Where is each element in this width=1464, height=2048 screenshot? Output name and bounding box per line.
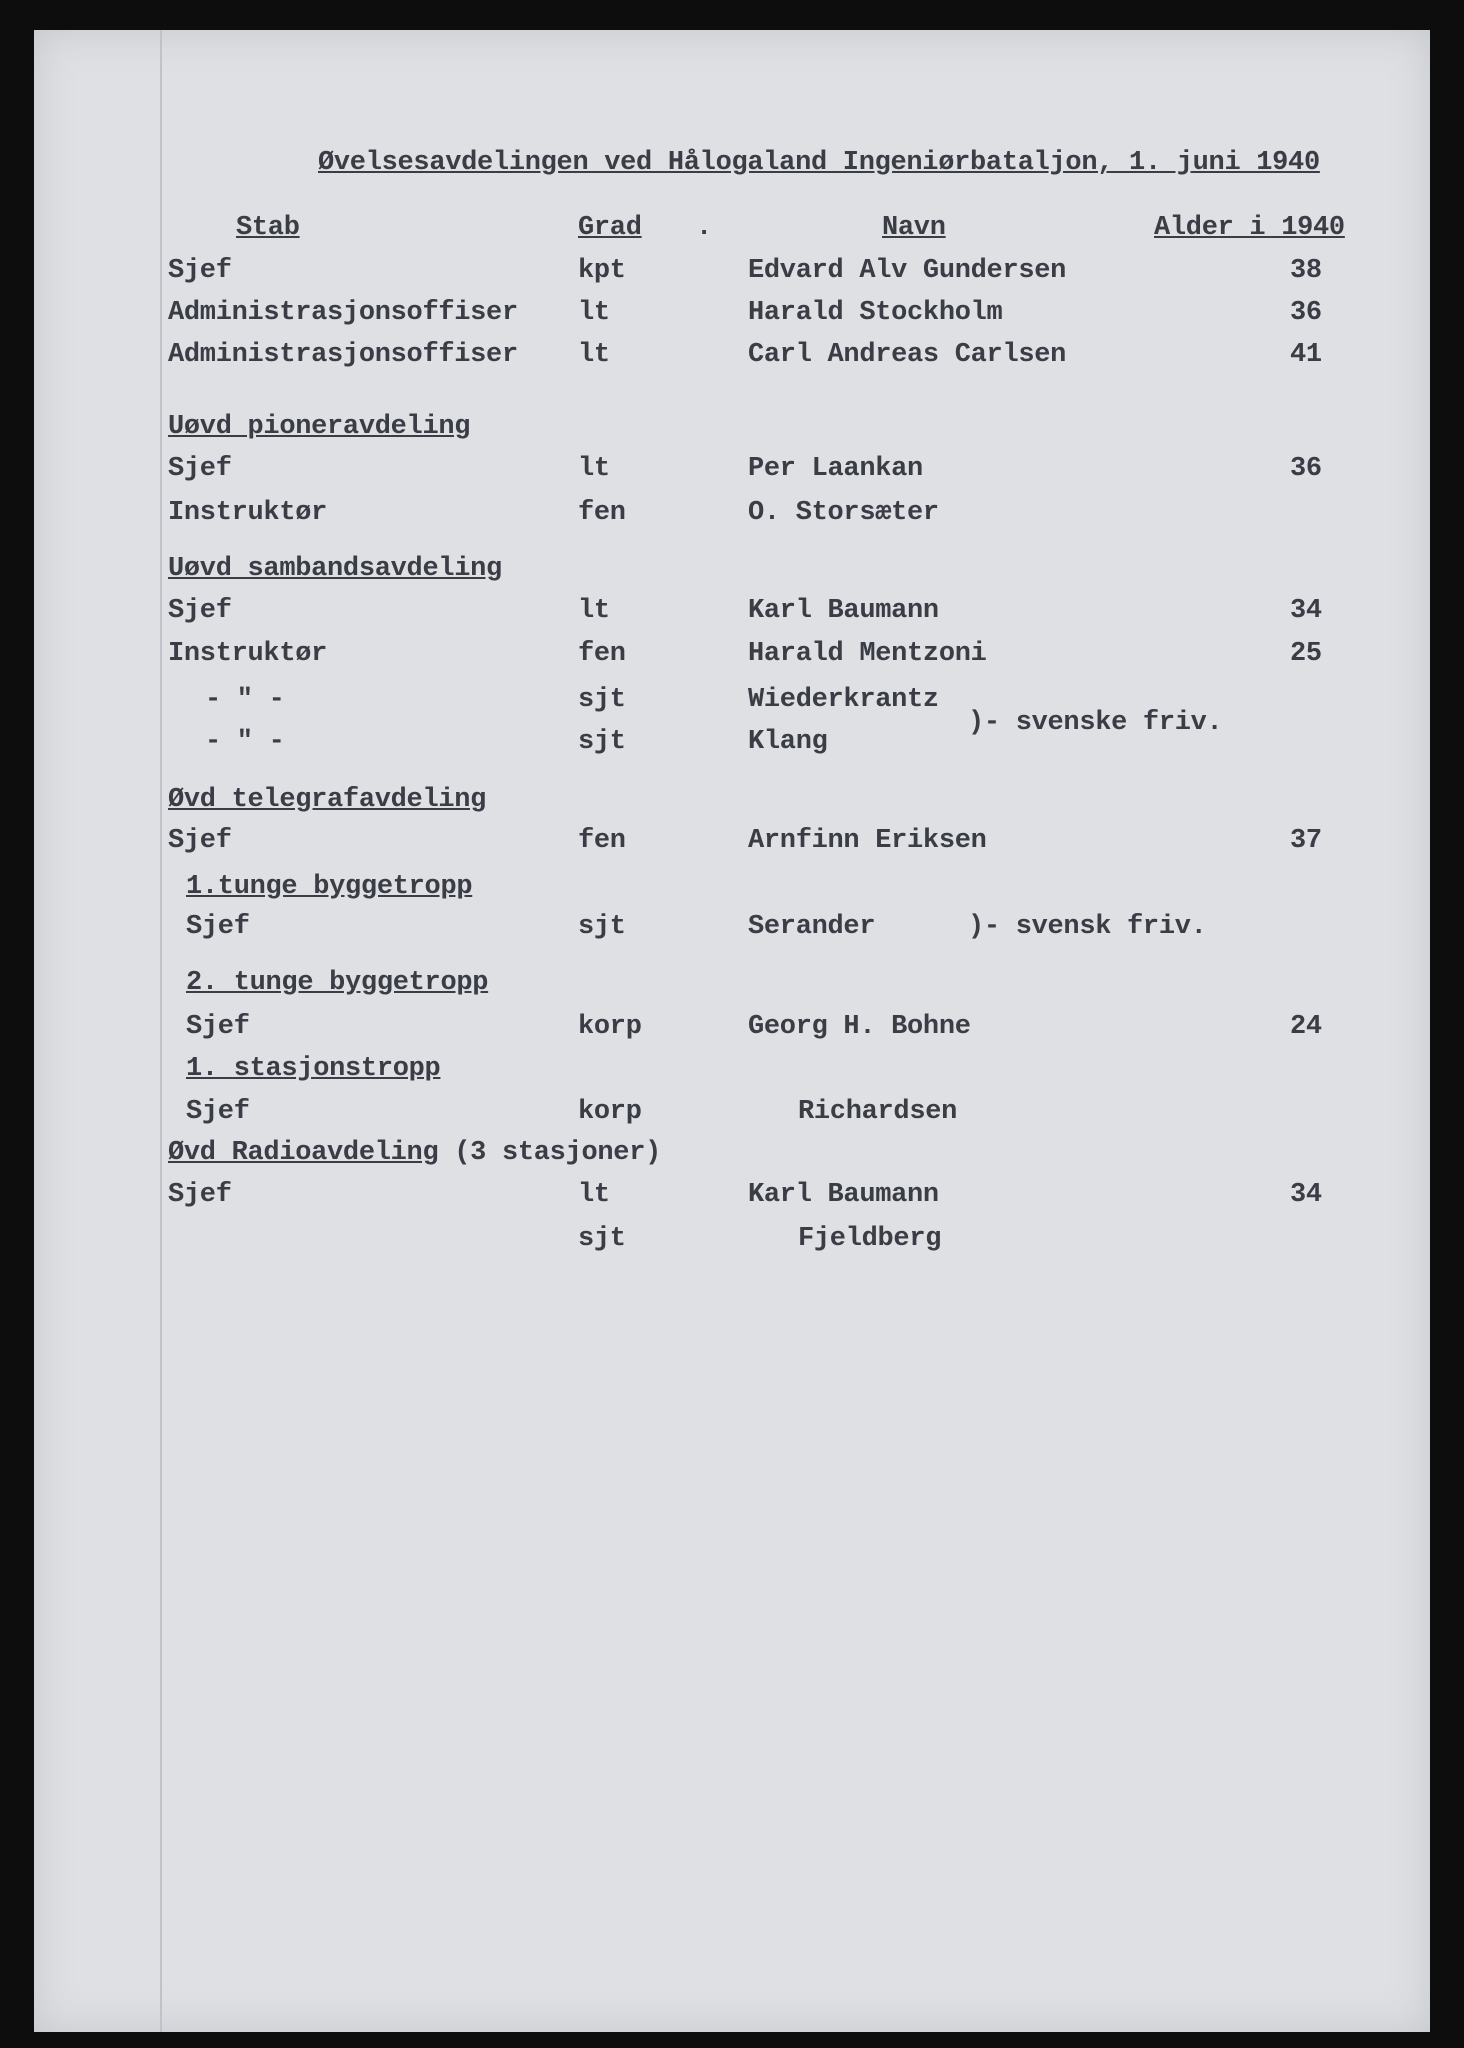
role: Sjef xyxy=(168,1180,232,1210)
section-heading-pioner: Uøvd pioneravdeling xyxy=(168,412,471,442)
age: 34 xyxy=(1290,596,1322,626)
age: 38 xyxy=(1290,256,1322,286)
grade: lt xyxy=(578,340,610,370)
subsection-heading-tropp1: 1.tunge byggetropp xyxy=(186,872,473,902)
role: Sjef xyxy=(168,454,232,484)
section-heading-telegraf: Øvd telegrafavdeling xyxy=(168,785,487,815)
age: 36 xyxy=(1290,454,1322,484)
radio-heading-text: Øvd Radioavdeling xyxy=(168,1138,439,1168)
name: Klang xyxy=(748,727,828,757)
name: Georg H. Bohne xyxy=(748,1012,971,1042)
subsection-heading-tropp2: 2. tunge byggetropp xyxy=(186,968,489,998)
name: Fjeldberg xyxy=(798,1224,942,1254)
grade: sjt xyxy=(578,727,626,757)
grade: lt xyxy=(578,596,610,626)
age: 41 xyxy=(1290,340,1322,370)
role: Sjef xyxy=(168,596,232,626)
name: Karl Baumann xyxy=(748,1180,939,1210)
grade: lt xyxy=(578,1180,610,1210)
name: Edvard Alv Gundersen xyxy=(748,256,1067,286)
section-heading-radio xyxy=(168,1138,661,1168)
age: 25 xyxy=(1290,639,1322,669)
section-heading-samband: Uøvd sambandsavdeling xyxy=(168,554,502,584)
note-svenske-friv: )- svenske friv. xyxy=(968,708,1223,738)
name: Karl Baumann xyxy=(748,596,939,626)
grade: sjt xyxy=(578,912,626,942)
name: Arnfinn Eriksen xyxy=(748,826,987,856)
role: Instruktør xyxy=(168,639,328,669)
role: Sjef xyxy=(186,1012,250,1042)
name: Serander xyxy=(748,912,876,942)
grade: korp xyxy=(578,1012,642,1042)
margin-line xyxy=(160,30,162,2032)
grade: fen xyxy=(578,639,626,669)
grade: korp xyxy=(578,1097,642,1127)
grade: sjt xyxy=(578,1224,626,1254)
age: 36 xyxy=(1290,298,1322,328)
role: Sjef xyxy=(186,912,250,942)
name: Richardsen xyxy=(798,1097,958,1127)
grade: kpt xyxy=(578,256,626,286)
header-dot: . xyxy=(696,213,712,243)
role: Sjef xyxy=(186,1097,250,1127)
subsection-heading-tropp3: 1. stasjonstropp xyxy=(186,1054,441,1084)
header-navn: Navn xyxy=(882,213,946,243)
role: Sjef xyxy=(168,826,232,856)
role: Sjef xyxy=(168,256,232,286)
document-title: Øvelsesavdelingen ved Hålogaland Ingeniørbataljon, 1. juni 1940 xyxy=(318,148,1320,178)
name: Harald Stockholm xyxy=(748,298,1003,328)
age: 34 xyxy=(1290,1180,1322,1210)
role: Instruktør xyxy=(168,498,328,528)
radio-heading-suffix: (3 stasjoner) xyxy=(438,1138,661,1168)
role-ditto: - " - xyxy=(205,727,285,757)
name: Per Laankan xyxy=(748,454,923,484)
name: O. Storsæter xyxy=(748,498,939,528)
name: Harald Mentzoni xyxy=(748,639,987,669)
role: Administrasjonsoffiser xyxy=(168,298,518,328)
note-svensk-friv: )- svensk friv. xyxy=(968,912,1207,942)
age: 37 xyxy=(1290,826,1322,856)
grade: fen xyxy=(578,826,626,856)
header-stab: Stab xyxy=(236,213,300,243)
age: 24 xyxy=(1290,1012,1322,1042)
header-alder: Alder i 1940 xyxy=(1154,213,1345,243)
grade: lt xyxy=(578,298,610,328)
grade: fen xyxy=(578,498,626,528)
name: Carl Andreas Carlsen xyxy=(748,340,1067,370)
grade: sjt xyxy=(578,685,626,715)
name: Wiederkrantz xyxy=(748,685,939,715)
role: Administrasjonsoffiser xyxy=(168,340,518,370)
role-ditto: - " - xyxy=(205,685,285,715)
header-grad: Grad xyxy=(578,213,642,243)
grade: lt xyxy=(578,454,610,484)
